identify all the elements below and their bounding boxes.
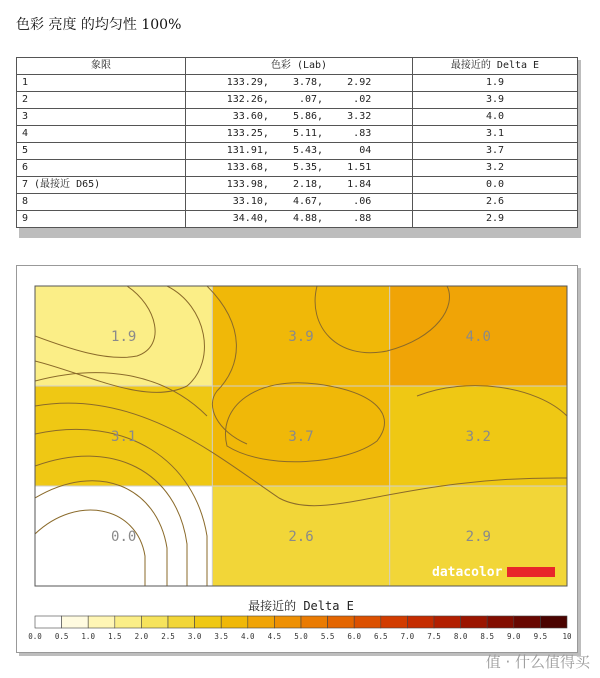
table-row bbox=[17, 177, 578, 194]
table-row bbox=[17, 126, 578, 143]
cell-lab: 133.25, 5.11, .83 bbox=[186, 126, 413, 143]
cell-lab: 133.68, 5.35, 1.51 bbox=[186, 160, 413, 177]
cell-quadrant: 3 bbox=[17, 109, 186, 126]
legend-tick-label: 8.0 bbox=[453, 632, 468, 641]
lab-table bbox=[16, 57, 578, 228]
table-row bbox=[17, 160, 578, 177]
legend-tick-label: 10 bbox=[562, 632, 572, 641]
legend-swatch bbox=[354, 616, 381, 628]
legend-tick-label: 4.5 bbox=[267, 632, 282, 641]
table-row bbox=[17, 109, 578, 126]
legend-swatch bbox=[381, 616, 408, 628]
legend-swatch bbox=[487, 616, 514, 628]
cell-lab: 33.60, 5.86, 3.32 bbox=[186, 109, 413, 126]
table-row bbox=[17, 75, 578, 92]
cell-value-label: 4.0 bbox=[465, 329, 491, 345]
legend-tick-label: 3.0 bbox=[187, 632, 202, 641]
legend-swatch bbox=[35, 616, 62, 628]
legend-tick-label: 5.5 bbox=[320, 632, 335, 641]
legend-swatch bbox=[62, 616, 89, 628]
cell-lab: 34.40, 4.88, .88 bbox=[186, 211, 413, 228]
legend-tick-label: 1.0 bbox=[81, 632, 95, 641]
watermark: 值 · 什么值得买 bbox=[485, 653, 590, 671]
legend-swatch bbox=[168, 616, 195, 628]
table-header-row bbox=[17, 58, 578, 75]
table-row bbox=[17, 92, 578, 109]
cell-value-label: 2.6 bbox=[288, 529, 314, 545]
cell-delta-e: 3.2 bbox=[413, 160, 578, 177]
legend-swatch bbox=[115, 616, 142, 628]
legend-tick-label: 4.0 bbox=[241, 632, 255, 641]
heatmap-container bbox=[16, 265, 578, 653]
legend-swatch bbox=[248, 616, 275, 628]
legend-swatch bbox=[407, 616, 434, 628]
cell-delta-e: 3.1 bbox=[413, 126, 578, 143]
datacolor-logo-bar bbox=[507, 567, 555, 577]
delta-e-heatmap bbox=[17, 266, 577, 652]
legend-swatch bbox=[88, 616, 115, 628]
legend-tick-label: 2.5 bbox=[161, 632, 175, 641]
legend-swatch bbox=[461, 616, 488, 628]
table-row bbox=[17, 211, 578, 228]
cell-delta-e: 3.9 bbox=[413, 92, 578, 109]
cell-delta-e: 0.0 bbox=[413, 177, 578, 194]
legend-tick-label: 6.5 bbox=[374, 632, 388, 641]
cell-quadrant: 6 bbox=[17, 160, 186, 177]
legend-swatch bbox=[328, 616, 355, 628]
legend-title: 最接近的 Delta E bbox=[248, 599, 354, 613]
cell-quadrant: 7 (最接近 D65) bbox=[17, 177, 186, 194]
legend-tick-label: 0.0 bbox=[28, 632, 42, 641]
cell-delta-e: 2.9 bbox=[413, 211, 578, 228]
cell-delta-e: 4.0 bbox=[413, 109, 578, 126]
cell-value-label: 3.1 bbox=[111, 429, 137, 445]
cell-quadrant: 8 bbox=[17, 194, 186, 211]
legend-swatch bbox=[434, 616, 461, 628]
legend-tick-label: 1.5 bbox=[108, 632, 122, 641]
cell-delta-e: 3.7 bbox=[413, 143, 578, 160]
cell-lab: 133.29, 3.78, 2.92 bbox=[186, 75, 413, 92]
chart-panel bbox=[16, 265, 578, 653]
legend-swatch bbox=[540, 616, 567, 628]
legend-swatch bbox=[141, 616, 168, 628]
cell-quadrant: 1 bbox=[17, 75, 186, 92]
legend-tick-label: 5.0 bbox=[294, 632, 308, 641]
legend-tick-label: 7.5 bbox=[427, 632, 441, 641]
cell-value-label: 3.2 bbox=[465, 429, 491, 445]
table-row bbox=[17, 143, 578, 160]
cell-quadrant: 4 bbox=[17, 126, 186, 143]
legend-swatch bbox=[274, 616, 301, 628]
cell-value-label: 3.7 bbox=[288, 429, 314, 445]
cell-quadrant: 9 bbox=[17, 211, 186, 228]
header-lab: 色彩 (Lab) bbox=[186, 58, 413, 75]
legend-tick-label: 7.0 bbox=[400, 632, 415, 641]
cell-value-label: 3.9 bbox=[288, 329, 314, 345]
page-title: 色彩 亮度 的均匀性 100% bbox=[16, 17, 182, 33]
datacolor-logo: datacolor bbox=[432, 565, 503, 580]
cell-quadrant: 2 bbox=[17, 92, 186, 109]
legend-tick-label: 3.5 bbox=[214, 632, 228, 641]
legend-swatch bbox=[195, 616, 222, 628]
table-row bbox=[17, 194, 578, 211]
cell-value-label: 2.9 bbox=[465, 529, 491, 545]
cell-lab: 33.10, 4.67, .06 bbox=[186, 194, 413, 211]
cell-value-label: 1.9 bbox=[111, 329, 137, 345]
lab-table-container bbox=[16, 57, 578, 235]
cell-quadrant: 5 bbox=[17, 143, 186, 160]
cell-lab: 131.91, 5.43, 04 bbox=[186, 143, 413, 160]
header-quadrant: 象限 bbox=[17, 58, 186, 75]
legend-swatch bbox=[514, 616, 541, 628]
legend-tick-label: 6.0 bbox=[347, 632, 361, 641]
legend-tick-label: 0.5 bbox=[54, 632, 69, 641]
legend-tick-label: 9.0 bbox=[507, 632, 521, 641]
cell-lab: 132.26, .07, .02 bbox=[186, 92, 413, 109]
cell-delta-e: 2.6 bbox=[413, 194, 578, 211]
legend-tick-label: 9.5 bbox=[533, 632, 548, 641]
legend-swatch bbox=[221, 616, 248, 628]
cell-delta-e: 1.9 bbox=[413, 75, 578, 92]
cell-lab: 133.98, 2.18, 1.84 bbox=[186, 177, 413, 194]
cell-value-label: 0.0 bbox=[111, 529, 137, 545]
header-delta-e: 最接近的 Delta E bbox=[413, 58, 578, 75]
legend-swatch bbox=[301, 616, 328, 628]
legend-tick-label: 2.0 bbox=[134, 632, 149, 641]
legend-tick-label: 8.5 bbox=[480, 632, 494, 641]
